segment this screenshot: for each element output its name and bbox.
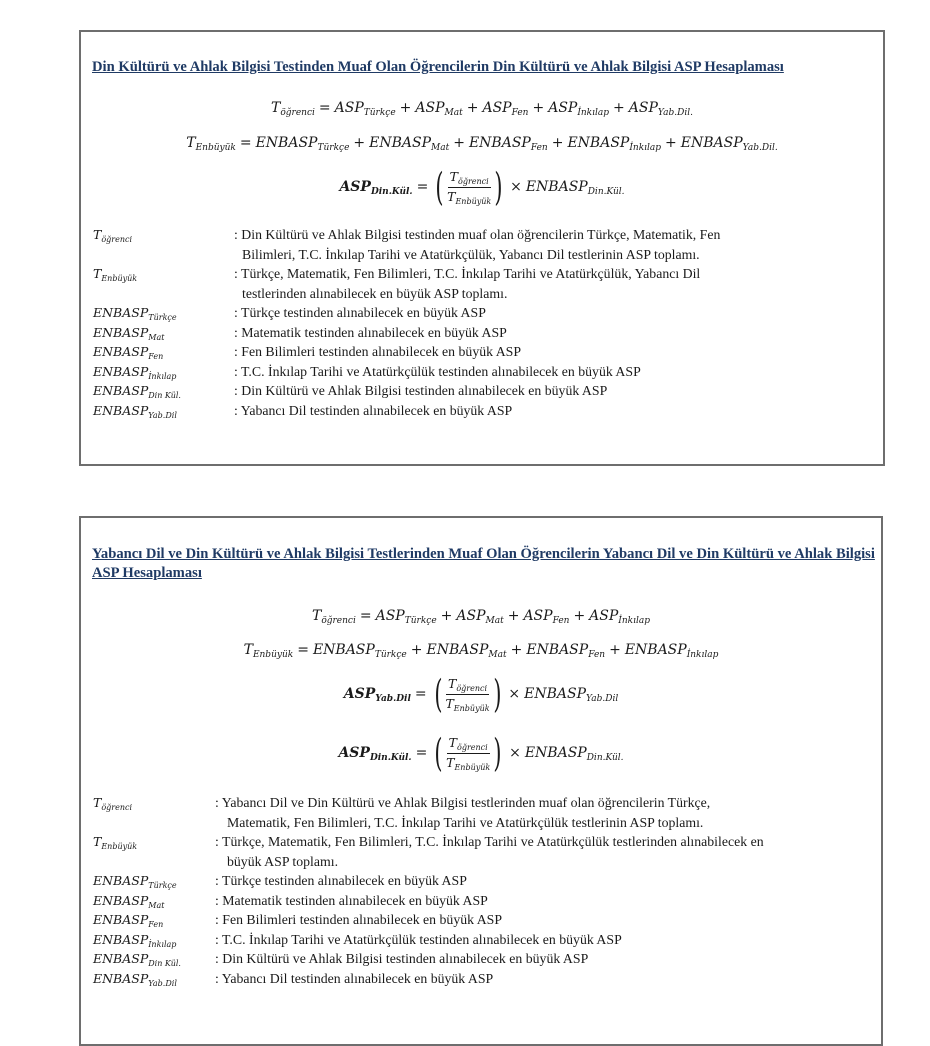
definition-term-base: T [93,795,102,810]
definition-line: : Din Kültürü ve Ahlak Bilgisi testinden alınabilecek en büyük ASP [215,951,589,966]
equation-term [376,608,437,624]
fraction-numerator [447,735,490,754]
definition-line-continued: Matematik, Fen Bilimleri, T.C. İnkılap Tarihi ve Atatürkçülük testlerinin ASP toplamı. [227,814,704,830]
operator: + [440,608,453,624]
equation-lhs-base: T [186,135,196,151]
equation-lhs-sub: Din.Kül. [370,187,413,197]
definition-term [93,264,137,289]
definition-row [93,969,883,989]
operator: × [509,745,521,761]
fraction-group [431,731,505,775]
operator: + [510,642,523,658]
definition-term-sub: Türkçe [148,313,177,322]
equation-lhs-base: ASP [338,745,370,761]
definition-term-sub: Yab.Dil [148,978,177,988]
equation-term-sub: Türkçe [317,143,350,153]
definition-text [234,381,873,401]
section-1-box [79,30,885,466]
equation-term-sub: Mat [488,650,507,660]
definition-row [93,381,873,401]
definition-line: : Yabancı Dil testinden alınabilecek en büyük ASP [234,402,513,418]
equation-term-base: ASP [482,100,512,116]
definition-row [93,264,873,303]
equation-term [335,100,396,116]
equation-term-sub: İnkılap [686,650,719,660]
equation-term-sub: Yab.Dil. [657,108,693,118]
equation-term-sub: İnkılap [577,108,610,118]
definition-term-base: ENBASP [93,892,149,908]
definition-term-base: ENBASP [93,383,149,398]
equation-rhs-sub: Din.Kül. [586,753,624,763]
equation-term-base: ASP [334,100,364,116]
fraction-denominator [444,754,492,772]
equation-lhs-base: T [311,608,322,624]
operator: = [318,100,331,116]
definition-term-base: T [93,266,102,281]
equation-lhs-base: ASP [339,179,371,195]
equation-term-base: ENBASP [255,135,318,151]
equation-lhs [244,642,294,658]
equation-term [629,100,693,116]
fraction-denominator-base: T [447,188,456,204]
definition-row [93,871,883,891]
definition-row [93,303,873,323]
definition-term-sub: Fen [148,920,164,929]
equation-term [589,608,650,624]
equation-lhs [186,135,236,151]
equation-t-ogrenci [81,608,881,626]
fraction-denominator-sub: Enbüyük [453,703,490,713]
equation-term-base: ASP [589,608,619,624]
definition-term-base: T [93,227,102,242]
equation-term-sub: Türkçe [374,650,407,660]
operator: = [359,608,372,624]
definition-text [234,362,873,382]
equation-lhs-base: T [271,100,281,116]
left-paren: ( [434,731,443,775]
definition-term-sub: Din Kül. [148,959,181,968]
definition-line: : Türkçe, Matematik, Fen Bilimleri, T.C. İnkılap Tarihi ve Atatürkçülük, Yabancı Dil [234,266,701,281]
operator: + [551,135,564,151]
fraction-numerator-sub: öğrenci [458,176,489,186]
definition-term-base: ENBASP [93,344,149,359]
equation-term-base: ENBASP [567,135,630,151]
operator: + [399,100,412,116]
fraction-numerator-base: T [449,168,459,184]
fraction-denominator [443,695,491,713]
equation-term [456,608,503,624]
equation-term-sub: Fen [530,143,548,153]
section-2-box [79,516,883,1046]
operator: + [613,100,625,116]
fraction [444,735,492,772]
equation-term-sub: Türkçe [363,108,396,118]
definition-text [234,264,873,303]
equation-lhs-sub: Din.Kül. [369,753,412,763]
definition-row [93,401,873,421]
definition-text [215,910,883,930]
fraction-group [431,672,505,716]
equation-rhs-base: ENBASP [524,686,587,702]
definition-line: : T.C. İnkılap Tarihi ve Atatürkçülük testinden alınabilecek en büyük ASP [234,363,641,379]
definition-line: : Türkçe testinden alınabilecek en büyük ASP [215,873,467,888]
definition-line: : Yabancı Dil ve Din Kültürü ve Ahlak Bilgisi testlerinden muaf olan öğrencilerin Türkçe, [215,795,711,810]
definition-row [93,891,883,911]
equation-term [415,100,462,116]
equation-lhs-base: ASP [343,686,376,702]
definition-line: : Fen Bilimleri testinden alınabilecek en büyük ASP [234,344,522,359]
equation-term-base: ASP [456,608,486,624]
fraction [445,169,493,206]
definition-text [234,225,873,264]
equation-lhs-sub: öğrenci [280,108,315,118]
equation-t-enbuyuk [81,642,881,660]
definition-line: : Din Kültürü ve Ahlak Bilgisi testinden muaf olan öğrencilerin Türkçe, Matematik, Fen [234,227,721,242]
right-paren: ) [494,165,503,209]
equation-term [469,135,548,151]
definition-term-base: ENBASP [93,873,149,888]
equation-rhs-base: ENBASP [524,745,587,761]
fraction-numerator-base: T [448,675,457,691]
equation-t-ogrenci [81,100,883,118]
definition-term [93,793,132,818]
definition-line: : Fen Bilimleri testinden alınabilecek en büyük ASP [215,912,503,927]
definition-term-sub: öğrenci [101,235,133,244]
definition-term-sub: Mat [148,332,165,342]
operator: + [410,642,423,658]
definition-line: : T.C. İnkılap Tarihi ve Atatürkçülük testinden alınabilecek en büyük ASP [215,931,622,947]
definition-term-base: ENBASP [93,402,149,418]
fraction-denominator-sub: Enbüyük [455,196,492,206]
definition-row [93,832,883,871]
equation-term [567,135,661,151]
operator: = [414,686,427,702]
fraction [443,676,491,713]
operator: + [609,642,621,658]
equation-term-sub: Fen [588,650,606,660]
definition-term-sub: Din Kül. [148,391,181,400]
definition-line-continued: Bilimleri, T.C. İnkılap Tarihi ve Atatürkçülük, Yabancı Dil testlerinin ASP toplamı. [242,246,700,262]
definition-line-continued: testlerinden alınabilecek en büyük ASP toplamı. [242,285,508,301]
definition-text [215,871,883,891]
definition-term [93,969,177,994]
definition-text [215,969,883,989]
equation-t-enbuyuk [81,135,883,153]
definition-text [215,949,883,969]
equation-rhs-sub: Din.Kül. [587,187,625,197]
equation-term-sub: Mat [444,108,463,118]
definition-line: : Türkçe, Matematik, Fen Bilimleri, T.C. İnkılap Tarihi ve Atatürkçülük testlerinden alınabilecek en [215,834,764,849]
equation-term-base: ENBASP [312,642,375,658]
definition-row [93,225,873,264]
definition-text [234,401,873,421]
definition-term-sub: Fen [148,352,164,361]
definition-term-sub: Yab.Dil [148,410,177,420]
section-2-title: Yabancı Dil ve Din Kültürü ve Ahlak Bilgisi Testlerinden Muaf Olan Öğrencilerin Yabancı Dil ve Din Kültürü ve Ahlak Bilgisi ASP Hesaplaması [92,546,875,581]
equation-term-sub: Fen [511,108,529,118]
fraction-numerator-base: T [448,734,458,750]
equation-term-sub: İnkılap [629,143,662,153]
definition-term-sub: İnkılap [148,371,177,381]
equation-term-base: ENBASP [426,642,489,658]
definition-line: : Türkçe testinden alınabilecek en büyük ASP [234,305,486,320]
operator: × [508,686,521,702]
definitions-list [93,793,883,988]
definition-term-sub: Mat [148,900,165,910]
definition-term-base: ENBASP [93,324,149,340]
equation-lhs [312,608,356,624]
equation-rhs-base: ENBASP [525,179,588,195]
fraction-numerator-sub: öğrenci [456,683,488,693]
equation-term [523,608,569,624]
definition-term-base: ENBASP [93,305,149,320]
equation-term-sub: Mat [485,616,504,626]
operator: = [297,642,309,658]
operator: + [507,608,520,624]
definition-term-base: ENBASP [93,912,149,927]
equation-term [313,642,407,658]
definition-term-base: T [93,834,102,849]
operator: = [416,179,429,195]
equation-lhs-sub: öğrenci [321,616,356,626]
definition-line-continued: büyük ASP toplamı. [227,853,339,869]
definition-term-sub: Enbüyük [101,842,138,851]
definition-row [93,362,873,382]
operator: + [665,135,677,151]
equation-term [426,642,506,658]
operator: + [466,100,479,116]
definition-row [93,930,883,950]
equation-asp-yab-dil [81,672,881,716]
equation-term-base: ASP [523,608,553,624]
equation-lhs-sub: Enbüyük [195,143,236,153]
equation-asp-din-kul [81,731,881,775]
equation-term-base: ASP [628,100,658,116]
fraction-denominator-base: T [446,754,455,770]
definition-text [234,342,873,362]
left-paren: ( [435,165,444,209]
operator: = [239,135,252,151]
equation-lhs [339,179,412,195]
definition-term-base: ENBASP [93,951,149,966]
equation-asp-din-kul [81,165,883,209]
definition-line: : Yabancı Dil testinden alınabilecek en büyük ASP [215,970,494,986]
right-paren: ) [493,731,502,775]
definition-term-base: ENBASP [93,931,149,947]
operator: + [532,100,545,116]
equation-lhs [271,100,315,116]
equation-lhs-sub: Enbüyük [252,650,294,660]
left-paren: ( [433,672,443,716]
section-1-title: Din Kültürü ve Ahlak Bilgisi Testinden Muaf Olan Öğrencilerin Din Kültürü ve Ahlak Bilgisi ASP Hesaplaması [92,59,784,75]
equation-term-base: ENBASP [526,642,589,658]
fraction-denominator-base: T [445,695,454,711]
definition-line: : Matematik testinden alınabilecek en büyük ASP [234,324,507,340]
fraction-denominator [445,188,493,206]
equation-term-sub: İnkılap [618,616,650,626]
equation-term [256,135,350,151]
equation-term-base: ENBASP [369,135,432,151]
equation-lhs-sub: Yab.Dil [375,694,411,704]
equation-term-base: ENBASP [468,135,531,151]
fraction-numerator [448,169,491,188]
definition-term-sub: Enbüyük [101,274,138,283]
equation-term-sub: Türkçe [404,616,437,626]
operator: = [415,745,428,761]
equation-term [625,642,719,658]
equation-rhs-sub: Yab.Dil [586,694,619,704]
equation-term-sub: Mat [431,143,450,153]
equation-term-base: ENBASP [624,642,687,658]
equation-term [681,135,778,151]
equation-lhs [338,745,411,761]
definition-line: : Din Kültürü ve Ahlak Bilgisi testinden alınabilecek en büyük ASP [234,383,608,398]
definition-term-sub: Türkçe [148,881,177,890]
equation-term-base: ASP [375,608,405,624]
fraction-numerator [446,676,489,695]
equation-lhs [344,686,411,702]
equation-term-base: ENBASP [680,135,743,151]
definition-text [234,303,873,323]
equation-lhs-base: T [243,642,253,658]
right-paren: ) [492,672,502,716]
definition-text [215,930,883,950]
fraction-denominator-sub: Enbüyük [454,762,491,772]
equation-rhs [524,686,618,702]
definition-term [93,401,177,426]
definition-text [215,793,883,832]
equation-rhs [526,179,625,195]
definition-text [215,891,883,911]
fraction-group [432,165,506,209]
definition-row [93,910,883,930]
definition-row [93,949,883,969]
definitions-list [93,225,873,420]
definition-row [93,793,883,832]
operator: + [453,135,465,151]
equation-term-base: ASP [548,100,578,116]
definition-row [93,323,873,343]
definition-line: : Matematik testinden alınabilecek en büyük ASP [215,892,488,908]
definition-term-base: ENBASP [93,970,149,986]
equation-term [369,135,449,151]
equation-rhs [525,745,624,761]
definition-term-sub: öğrenci [101,803,133,812]
operator: × [510,179,522,195]
definition-term [93,225,132,250]
operator: + [353,135,366,151]
equation-term-base: ASP [415,100,445,116]
equation-term [482,100,528,116]
equation-term [548,100,609,116]
fraction-numerator-sub: öğrenci [457,742,488,752]
definition-text [234,323,873,343]
definition-text [215,832,883,871]
equation-term-sub: Fen [552,616,570,626]
equation-term [526,642,605,658]
equation-term-sub: Yab.Dil. [742,143,778,153]
definition-row [93,342,873,362]
definition-term-sub: İnkılap [148,939,177,949]
definition-term [93,832,137,857]
operator: + [573,608,586,624]
definition-term-base: ENBASP [93,363,149,379]
